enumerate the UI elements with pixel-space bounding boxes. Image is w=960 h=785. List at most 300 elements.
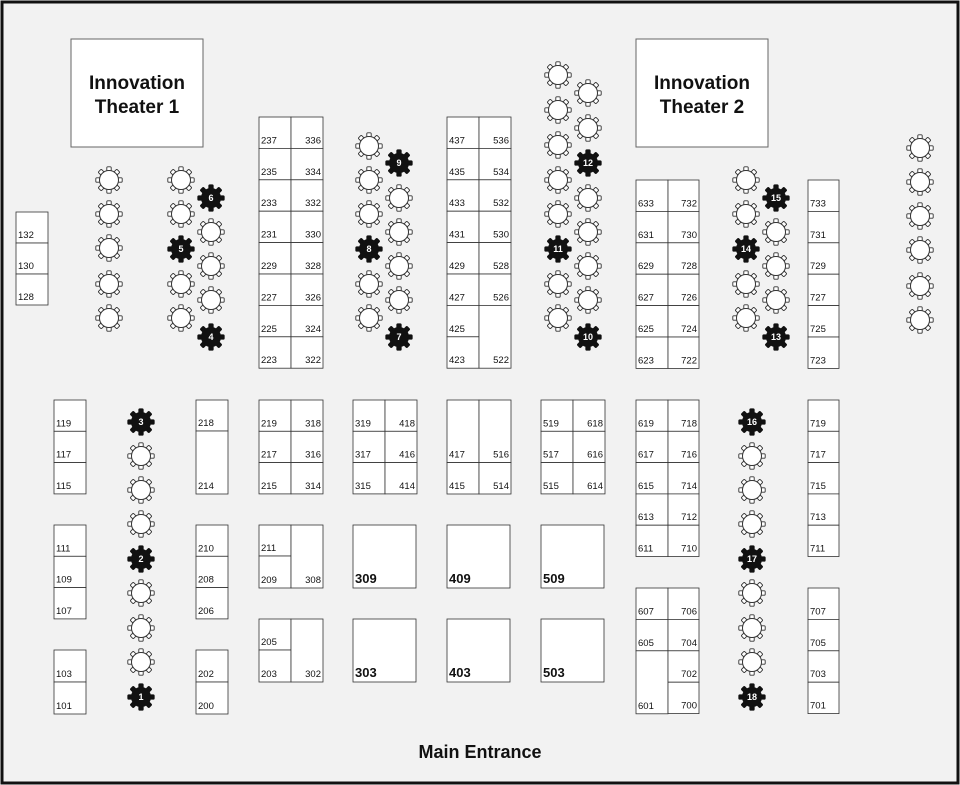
booth-629[interactable] <box>636 243 668 274</box>
booth-label: 707 <box>810 606 826 618</box>
table-top <box>743 584 762 603</box>
booth-label: 200 <box>198 701 214 712</box>
round-table[interactable] <box>739 615 765 641</box>
booth-732[interactable] <box>668 180 699 211</box>
booth-532[interactable] <box>479 180 511 211</box>
round-table[interactable] <box>739 511 765 537</box>
round-table[interactable] <box>907 135 933 161</box>
table-top <box>549 171 568 190</box>
theater-label-line: Theater 2 <box>659 97 745 118</box>
round-table[interactable] <box>168 201 194 227</box>
booth-label: 616 <box>587 449 603 461</box>
booth-label: 309 <box>355 571 377 586</box>
booth-715[interactable] <box>808 463 839 494</box>
booth-235[interactable] <box>259 148 291 179</box>
booth-label: 336 <box>305 135 321 147</box>
table-15[interactable] <box>763 185 789 211</box>
booth-label: 534 <box>493 166 509 178</box>
table-3[interactable] <box>128 409 154 435</box>
booth-706[interactable] <box>668 588 699 619</box>
booth-label: 218 <box>198 418 214 429</box>
round-table[interactable] <box>198 287 224 313</box>
booth-716[interactable] <box>668 431 699 462</box>
table-1[interactable] <box>128 684 154 710</box>
booth-526[interactable] <box>479 274 511 305</box>
table-top <box>100 309 119 328</box>
booth-729[interactable] <box>808 243 839 274</box>
booth-433[interactable] <box>447 180 479 211</box>
booth-label: 437 <box>449 135 465 147</box>
table-top <box>390 189 409 208</box>
table-top <box>743 653 762 672</box>
booth-label: 522 <box>493 355 509 367</box>
booth-403[interactable] <box>447 619 510 682</box>
booth-631[interactable] <box>636 211 668 242</box>
booth-416[interactable] <box>385 431 417 462</box>
booth-label: 235 <box>261 166 277 178</box>
booth-label: 229 <box>261 261 277 272</box>
table-10[interactable] <box>575 324 601 350</box>
table-18[interactable] <box>739 684 765 710</box>
booth-label: 633 <box>638 198 654 210</box>
booth-label: 210 <box>198 543 214 555</box>
table-top <box>549 205 568 224</box>
booth-117[interactable] <box>54 431 86 462</box>
booth-619[interactable] <box>636 400 668 431</box>
round-table[interactable] <box>575 219 601 245</box>
booth-115[interactable] <box>54 463 86 494</box>
table-top <box>172 205 191 224</box>
booth-611[interactable] <box>636 525 668 556</box>
booth-515[interactable] <box>541 463 573 494</box>
table-7[interactable] <box>386 324 412 350</box>
booth-107[interactable] <box>54 588 86 619</box>
booth-223[interactable] <box>259 337 291 368</box>
booth-429[interactable] <box>447 243 479 274</box>
round-table[interactable] <box>356 305 382 331</box>
round-table[interactable] <box>733 271 759 297</box>
booth-503[interactable] <box>541 619 604 682</box>
table-top <box>100 171 119 190</box>
round-table[interactable] <box>96 167 122 193</box>
booth-111[interactable] <box>54 525 86 556</box>
booth-128[interactable] <box>16 274 48 305</box>
booth-210[interactable] <box>196 525 228 556</box>
table-top <box>390 257 409 276</box>
booth-701[interactable] <box>808 682 839 713</box>
booth-215[interactable] <box>259 463 291 494</box>
booth-613[interactable] <box>636 494 668 525</box>
booth-728[interactable] <box>668 243 699 274</box>
booth-233[interactable] <box>259 180 291 211</box>
booth-label: 427 <box>449 292 465 304</box>
table-top <box>132 653 151 672</box>
booth-425[interactable] <box>447 305 479 336</box>
table-top <box>132 447 151 466</box>
booth-219[interactable] <box>259 400 291 431</box>
booth-336[interactable] <box>291 117 323 148</box>
booth-200[interactable] <box>196 682 228 714</box>
table-top <box>360 171 379 190</box>
booth-label: 716 <box>681 449 697 461</box>
booth-326[interactable] <box>291 274 323 305</box>
booth-119[interactable] <box>54 400 86 431</box>
booth-101[interactable] <box>54 682 86 714</box>
booth-label: 128 <box>18 292 34 303</box>
round-table[interactable] <box>739 443 765 469</box>
booth-536[interactable] <box>479 117 511 148</box>
booth-label: 415 <box>449 481 465 492</box>
booth-202[interactable] <box>196 650 228 682</box>
booth-700[interactable] <box>668 682 699 713</box>
booth-209[interactable] <box>259 556 291 588</box>
round-table[interactable] <box>386 287 412 313</box>
booth-718[interactable] <box>668 400 699 431</box>
booth-label: 724 <box>681 324 697 335</box>
booth-516[interactable] <box>479 400 511 463</box>
booth-label: 317 <box>355 449 371 461</box>
round-table[interactable] <box>739 649 765 675</box>
round-table[interactable] <box>739 580 765 606</box>
round-table[interactable] <box>907 237 933 263</box>
booth-618[interactable] <box>573 400 605 431</box>
round-table[interactable] <box>739 477 765 503</box>
booth-206[interactable] <box>196 588 228 619</box>
booth-label: 208 <box>198 574 214 586</box>
booth-726[interactable] <box>668 274 699 305</box>
round-table[interactable] <box>575 287 601 313</box>
booth-211[interactable] <box>259 525 291 556</box>
table-2[interactable] <box>128 546 154 572</box>
booth-517[interactable] <box>541 431 573 462</box>
round-table[interactable] <box>545 271 571 297</box>
table-top <box>911 311 930 330</box>
table-top <box>579 223 598 242</box>
booth-231[interactable] <box>259 211 291 242</box>
booth-722[interactable] <box>668 337 699 368</box>
booth-724[interactable] <box>668 306 699 337</box>
booth-132[interactable] <box>16 212 48 243</box>
booth-522[interactable] <box>479 305 511 368</box>
booth-514[interactable] <box>479 463 511 494</box>
booth-label: 403 <box>449 665 471 680</box>
booth-623[interactable] <box>636 337 668 368</box>
round-table[interactable] <box>386 219 412 245</box>
round-table[interactable] <box>545 167 571 193</box>
round-table[interactable] <box>733 201 759 227</box>
round-table[interactable] <box>128 443 154 469</box>
table-top <box>390 223 409 242</box>
table-number: 14 <box>740 244 752 255</box>
booth-324[interactable] <box>291 305 323 336</box>
booth-label: 714 <box>681 480 697 492</box>
round-table[interactable] <box>763 219 789 245</box>
booth-707[interactable] <box>808 588 839 619</box>
table-11[interactable] <box>545 236 571 262</box>
round-table[interactable] <box>128 580 154 606</box>
booth-415[interactable] <box>447 463 479 494</box>
table-top <box>743 619 762 638</box>
booth-label: 217 <box>261 449 277 461</box>
booth-309[interactable] <box>353 525 416 588</box>
round-table[interactable] <box>907 169 933 195</box>
booth-710[interactable] <box>668 525 699 556</box>
booth-237[interactable] <box>259 117 291 148</box>
table-number: 5 <box>178 244 184 255</box>
booth-334[interactable] <box>291 148 323 179</box>
booth-314[interactable] <box>291 463 323 494</box>
booth-711[interactable] <box>808 525 839 556</box>
round-table[interactable] <box>356 167 382 193</box>
round-table[interactable] <box>733 167 759 193</box>
round-table[interactable] <box>575 80 601 106</box>
booth-723[interactable] <box>808 337 839 368</box>
booth-label: 111 <box>56 543 71 555</box>
round-table[interactable] <box>128 649 154 675</box>
booth-601[interactable] <box>636 651 668 714</box>
booth-409[interactable] <box>447 525 510 588</box>
round-table[interactable] <box>575 185 601 211</box>
booth-530[interactable] <box>479 211 511 242</box>
booth-607[interactable] <box>636 588 668 619</box>
round-table[interactable] <box>356 271 382 297</box>
booth-316[interactable] <box>291 431 323 462</box>
booth-625[interactable] <box>636 306 668 337</box>
booth-435[interactable] <box>447 148 479 179</box>
round-table[interactable] <box>128 615 154 641</box>
booth-730[interactable] <box>668 211 699 242</box>
booth-712[interactable] <box>668 494 699 525</box>
booth-318[interactable] <box>291 400 323 431</box>
booth-719[interactable] <box>808 400 839 431</box>
booth-423[interactable] <box>447 337 479 368</box>
booth-627[interactable] <box>636 274 668 305</box>
round-table[interactable] <box>907 307 933 333</box>
table-number: 12 <box>582 158 594 169</box>
table-top <box>579 291 598 310</box>
booth-label: 617 <box>638 449 654 461</box>
booth-label: 215 <box>261 480 277 492</box>
booth-534[interactable] <box>479 148 511 179</box>
round-table[interactable] <box>128 511 154 537</box>
booth-616[interactable] <box>573 431 605 462</box>
booth-328[interactable] <box>291 243 323 274</box>
booth-label: 619 <box>638 418 654 430</box>
round-table[interactable] <box>545 97 571 123</box>
table-number: 11 <box>553 244 563 255</box>
booth-103[interactable] <box>54 650 86 682</box>
table-top <box>911 277 930 296</box>
table-top <box>132 481 151 500</box>
booth-725[interactable] <box>808 306 839 337</box>
booth-615[interactable] <box>636 463 668 494</box>
table-top <box>549 101 568 120</box>
booth-label: 718 <box>681 418 697 430</box>
booth-315[interactable] <box>353 463 385 494</box>
booth-130[interactable] <box>16 243 48 274</box>
table-number: 17 <box>746 554 758 565</box>
table-13[interactable] <box>763 324 789 350</box>
table-14[interactable] <box>733 236 759 262</box>
booth-437[interactable] <box>447 117 479 148</box>
booth-label: 209 <box>261 575 277 586</box>
booth-727[interactable] <box>808 274 839 305</box>
round-table[interactable] <box>907 203 933 229</box>
round-table[interactable] <box>545 201 571 227</box>
booth-714[interactable] <box>668 463 699 494</box>
booth-label: 530 <box>493 229 509 241</box>
booth-509[interactable] <box>541 525 604 588</box>
round-table[interactable] <box>575 253 601 279</box>
table-6[interactable] <box>198 185 224 211</box>
booth-528[interactable] <box>479 243 511 274</box>
table-top <box>172 171 191 190</box>
table-5[interactable] <box>168 236 194 262</box>
booth-label: 202 <box>198 669 214 680</box>
booth-109[interactable] <box>54 556 86 587</box>
booth-218[interactable] <box>196 400 228 431</box>
booth-label: 532 <box>493 198 509 210</box>
booth-label: 705 <box>810 637 826 649</box>
booth-label: 115 <box>56 480 72 492</box>
table-4[interactable] <box>198 324 224 350</box>
booth-label: 324 <box>305 323 321 335</box>
booth-label: 233 <box>261 198 277 210</box>
table-top <box>360 309 379 328</box>
booth-208[interactable] <box>196 556 228 587</box>
round-table[interactable] <box>545 132 571 158</box>
booth-308[interactable] <box>291 525 323 588</box>
table-12[interactable] <box>575 150 601 176</box>
booth-label: 528 <box>493 261 509 272</box>
booth-322[interactable] <box>291 337 323 368</box>
table-top <box>579 257 598 276</box>
booth-614[interactable] <box>573 463 605 494</box>
innovation-theater-1 <box>71 39 203 147</box>
booth-303[interactable] <box>353 619 416 682</box>
round-table[interactable] <box>168 305 194 331</box>
table-16[interactable] <box>739 409 765 435</box>
booth-label: 702 <box>681 669 697 681</box>
table-top <box>100 205 119 224</box>
table-top <box>360 205 379 224</box>
table-top <box>100 239 119 258</box>
booth-label: 704 <box>681 637 697 649</box>
table-number: 18 <box>746 692 758 703</box>
round-table[interactable] <box>545 62 571 88</box>
round-table[interactable] <box>168 167 194 193</box>
booth-302[interactable] <box>291 619 323 682</box>
table-number: 10 <box>582 332 594 343</box>
round-table[interactable] <box>733 305 759 331</box>
booth-418[interactable] <box>385 400 417 431</box>
booth-205[interactable] <box>259 619 291 650</box>
booth-229[interactable] <box>259 243 291 274</box>
table-number: 8 <box>366 244 372 255</box>
booth-332[interactable] <box>291 180 323 211</box>
booth-label: 316 <box>305 449 321 461</box>
booth-label: 516 <box>493 449 509 461</box>
booth-704[interactable] <box>668 619 699 650</box>
table-top <box>549 136 568 155</box>
booth-225[interactable] <box>259 305 291 336</box>
table-9[interactable] <box>386 150 412 176</box>
round-table[interactable] <box>96 235 122 261</box>
table-17[interactable] <box>739 546 765 572</box>
table-top <box>579 189 598 208</box>
round-table[interactable] <box>96 201 122 227</box>
table-top <box>743 515 762 534</box>
round-table[interactable] <box>198 253 224 279</box>
booth-label: 717 <box>810 449 826 461</box>
booth-733[interactable] <box>808 180 839 211</box>
round-table[interactable] <box>386 185 412 211</box>
booth-705[interactable] <box>808 619 839 650</box>
table-8[interactable] <box>356 236 382 262</box>
booth-417[interactable] <box>447 400 479 463</box>
booth-label: 334 <box>305 166 321 178</box>
round-table[interactable] <box>96 305 122 331</box>
booth-214[interactable] <box>196 431 228 494</box>
booth-519[interactable] <box>541 400 573 431</box>
round-table[interactable] <box>907 273 933 299</box>
round-table[interactable] <box>386 253 412 279</box>
booth-319[interactable] <box>353 400 385 431</box>
round-table[interactable] <box>356 201 382 227</box>
booth-label: 514 <box>493 481 509 492</box>
booth-317[interactable] <box>353 431 385 462</box>
booth-617[interactable] <box>636 431 668 462</box>
booth-217[interactable] <box>259 431 291 462</box>
booth-227[interactable] <box>259 274 291 305</box>
booth-717[interactable] <box>808 431 839 462</box>
booth-label: 237 <box>261 135 277 147</box>
booth-431[interactable] <box>447 211 479 242</box>
booth-731[interactable] <box>808 211 839 242</box>
booth-633[interactable] <box>636 180 668 211</box>
booth-605[interactable] <box>636 619 668 650</box>
booth-203[interactable] <box>259 650 291 682</box>
round-table[interactable] <box>545 305 571 331</box>
booth-702[interactable] <box>668 651 699 682</box>
round-table[interactable] <box>128 477 154 503</box>
booth-414[interactable] <box>385 463 417 494</box>
booth-label: 729 <box>810 261 826 273</box>
booth-label: 627 <box>638 292 654 304</box>
booth-330[interactable] <box>291 211 323 242</box>
table-number: 16 <box>746 417 758 428</box>
booth-label: 711 <box>810 543 826 555</box>
booth-label: 700 <box>681 700 697 712</box>
round-table[interactable] <box>575 115 601 141</box>
booth-label: 431 <box>449 229 465 241</box>
booth-label: 119 <box>56 418 72 430</box>
booth-713[interactable] <box>808 494 839 525</box>
round-table[interactable] <box>763 253 789 279</box>
booth-427[interactable] <box>447 274 479 305</box>
round-table[interactable] <box>168 271 194 297</box>
booth-label: 517 <box>543 449 559 461</box>
round-table[interactable] <box>763 287 789 313</box>
booth-label: 726 <box>681 292 697 304</box>
round-table[interactable] <box>96 271 122 297</box>
round-table[interactable] <box>356 133 382 159</box>
round-table[interactable] <box>198 219 224 245</box>
table-number: 1 <box>138 692 144 703</box>
table-top <box>743 481 762 500</box>
booth-label: 725 <box>810 324 826 335</box>
booth-703[interactable] <box>808 651 839 682</box>
